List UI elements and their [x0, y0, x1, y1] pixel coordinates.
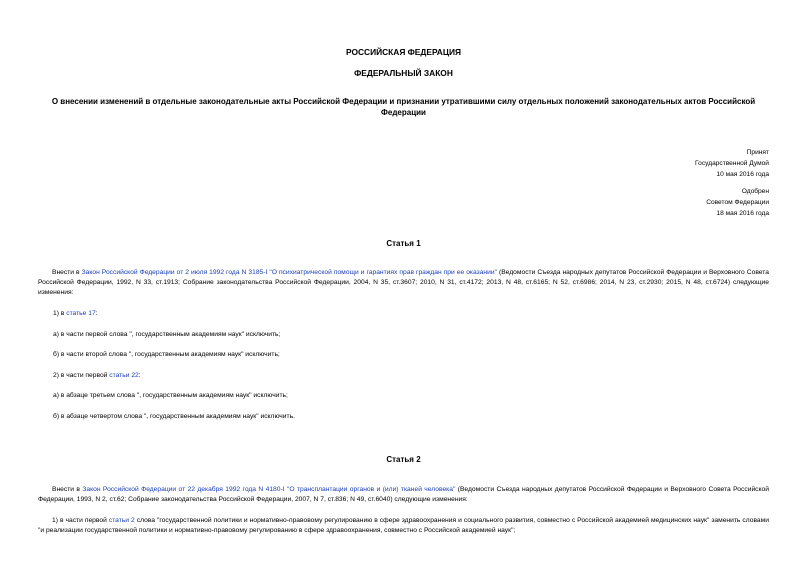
article-22-link[interactable]: статьи 22: [109, 372, 139, 379]
article-17-link[interactable]: статье 17: [66, 310, 96, 317]
law-4180-link[interactable]: Закон Российской Федерации от 22 декабря 1992 года N 4180-I "О трансплантации органов и (или) тканей человека": [82, 486, 456, 493]
approved-body: Советом Федерации: [706, 199, 769, 206]
article-1-item-1a: а) в части первой слова ", государственным академиям наук" исключить;: [53, 331, 281, 338]
adopted-body: Государственной Думой: [695, 160, 769, 167]
adopted-block: [695, 147, 769, 180]
article-2-item-1-suffix: слова "государственной политики и нормативно-правовому регулированию в сфере здравоохранения и социального развития, совместно с Российской академией медицинских наук" заменить словами "и реализации государственной политики и нормативно-правовому регулированию в сфере здравоохранения, совместно с Российской академией наук";: [38, 517, 769, 535]
article-2-link[interactable]: статьи 2: [108, 517, 135, 524]
article-1-intro: [38, 268, 769, 299]
article-1-item-1: [53, 310, 98, 317]
article-2-intro: [38, 485, 769, 505]
adopted-label: Принят: [746, 149, 769, 156]
article-1-item-2b: б) в абзаце четвертом слова ", государственным академиям наук" исключить.: [53, 413, 295, 420]
item-text: :: [95, 310, 98, 317]
country-heading: РОССИЙСКАЯ ФЕДЕРАЦИЯ: [345, 47, 462, 57]
article-1-intro-suffix: (Ведомости Съезда народных депутатов Российской Федерации и Верховного Совета Российской Федерации, 1992, N 33, ст.1913; Собрание законодательства Российской Федерации, 2004, N 35, ст.3607; 2010, N 31, ст.4172; 2013, N 48, ст.6165; N 52, ст.6986; 2014, N 23, ст.2930; 2015, N 48, ст.6724) следующие изменения:: [38, 269, 769, 297]
law-3185-link[interactable]: Закон Российской Федерации от 2 июля 1992 года N 3185-I "О психиатрической помощи и гарантиях прав граждан при ее оказании": [81, 269, 497, 276]
article-2-heading: Статья 2: [386, 455, 421, 464]
item-text: :: [138, 372, 141, 379]
item-text: 1) в: [53, 310, 67, 317]
article-1-item-2a: а) в абзаце третьем слова ", государственным академиям наук" исключить;: [53, 392, 288, 399]
item-text: 2) в части первой: [53, 372, 110, 379]
adopted-date: 10 мая 2016 года: [716, 171, 769, 178]
approved-block: [706, 186, 769, 219]
law-title: О внесении изменений в отдельные законодательные акты Российской Федерации и признании утратившими силу отдельных положений законодательных актов Российской Федерации: [51, 97, 756, 117]
article-1-item-1b: б) в части второй слова ", государственным академиям наук" исключить;: [53, 351, 280, 358]
law-type-heading: ФЕДЕРАЛЬНЫЙ ЗАКОН: [354, 68, 453, 78]
approved-label: Одобрен: [741, 188, 769, 195]
article-2-intro-suffix: (Ведомости Съезда народных депутатов Российской Федерации и Верховного Совета Российской Федерации, 1993, N 2, ст.62; Собрание законодательства Российской Федерации, 2007, N 7, ст.836; N 49, ст.6040) следующие изменения:: [38, 486, 769, 504]
article-1-intro-prefix: Внести в: [52, 269, 82, 276]
article-2-item-1: [38, 516, 769, 536]
article-2-intro-prefix: Внести в: [52, 486, 83, 493]
approved-date: 18 мая 2016 года: [716, 210, 769, 217]
article-2-item-1-prefix: 1) в части первой: [52, 517, 109, 524]
article-1-item-2: [53, 372, 141, 379]
article-1-heading: Статья 1: [386, 239, 421, 248]
